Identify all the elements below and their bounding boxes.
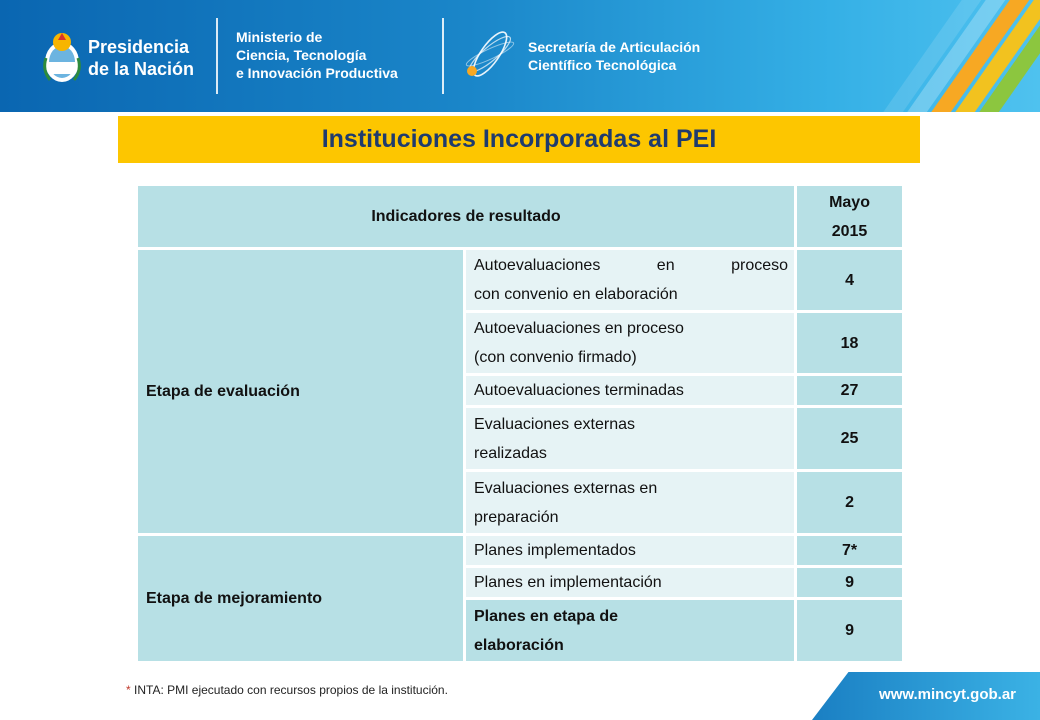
header-divider [216,18,218,94]
value-cell: 9 [796,567,904,599]
indicator-cell [465,599,796,663]
header-banner [0,0,1040,112]
stage-mejoramiento: Etapa de mejoramiento [137,535,465,663]
indicator-line: Evaluaciones externas [474,415,635,433]
indicator-cell: Planes implementados [465,535,796,567]
table-header-row [137,185,904,249]
ministerio-line3: e Innovación Productiva [236,65,398,81]
footnote-text: INTA: PMI ejecutado con recursos propios de la institución. [130,683,448,697]
value-cell: 25 [796,407,904,471]
secretaria-label [528,38,700,74]
indicator-line: preparación [474,508,559,526]
value-cell: 7* [796,535,904,567]
header-period-month: Mayo [829,193,870,211]
website-url[interactable]: www.mincyt.gob.ar [879,686,1016,703]
presidencia-line2: de la Nación [88,59,195,79]
footnote [126,683,448,697]
indicators-table [135,183,905,664]
value-cell: 4 [796,249,904,312]
presidencia-line1: Presidencia [88,37,190,57]
value-cell: 9 [796,599,904,663]
value-cell: 27 [796,375,904,407]
table-row [137,535,904,567]
indicator-line: Autoevaluaciones en proceso [474,320,684,337]
indicator-cell [465,249,796,312]
indicator-line: Evaluaciones externas en [474,479,658,497]
header-divider [442,18,444,94]
ministerio-line2: Ciencia, Tecnología [236,47,367,63]
indicator-cell [465,312,796,375]
indicator-line: elaboración [474,636,564,654]
title-bar [118,116,920,163]
secretaria-line1: Secretaría de Articulación [528,39,701,55]
value-cell: 18 [796,312,904,375]
presidencia-label [88,36,194,80]
header-period [796,185,904,249]
coat-of-arms-icon [40,28,84,86]
indicator-line: Planes en etapa de [474,607,619,625]
indicator-line: Autoevaluaciones en proceso [474,257,789,274]
header-indicadores: Indicadores de resultado [137,185,796,249]
indicator-line: (con convenio firmado) [474,349,637,366]
value-cell: 2 [796,471,904,535]
indicator-cell [465,471,796,535]
table-row [137,249,904,312]
indicator-cell: Planes en implementación [465,567,796,599]
stage-evaluacion: Etapa de evaluación [137,249,465,535]
header-period-year: 2015 [831,222,868,240]
ministerio-line1: Ministerio de [236,29,323,45]
secretaria-line2: Científico Tecnológica [528,57,677,73]
footnote-star: * [126,683,131,697]
page-title: Instituciones Incorporadas al PEI [321,125,717,153]
indicator-cell [465,407,796,471]
atom-orbit-icon [460,26,520,82]
indicator-line: realizadas [474,444,547,462]
indicator-line: con convenio en elaboración [474,286,678,303]
indicator-cell: Autoevaluaciones terminadas [465,375,796,407]
ministerio-label [236,28,398,82]
